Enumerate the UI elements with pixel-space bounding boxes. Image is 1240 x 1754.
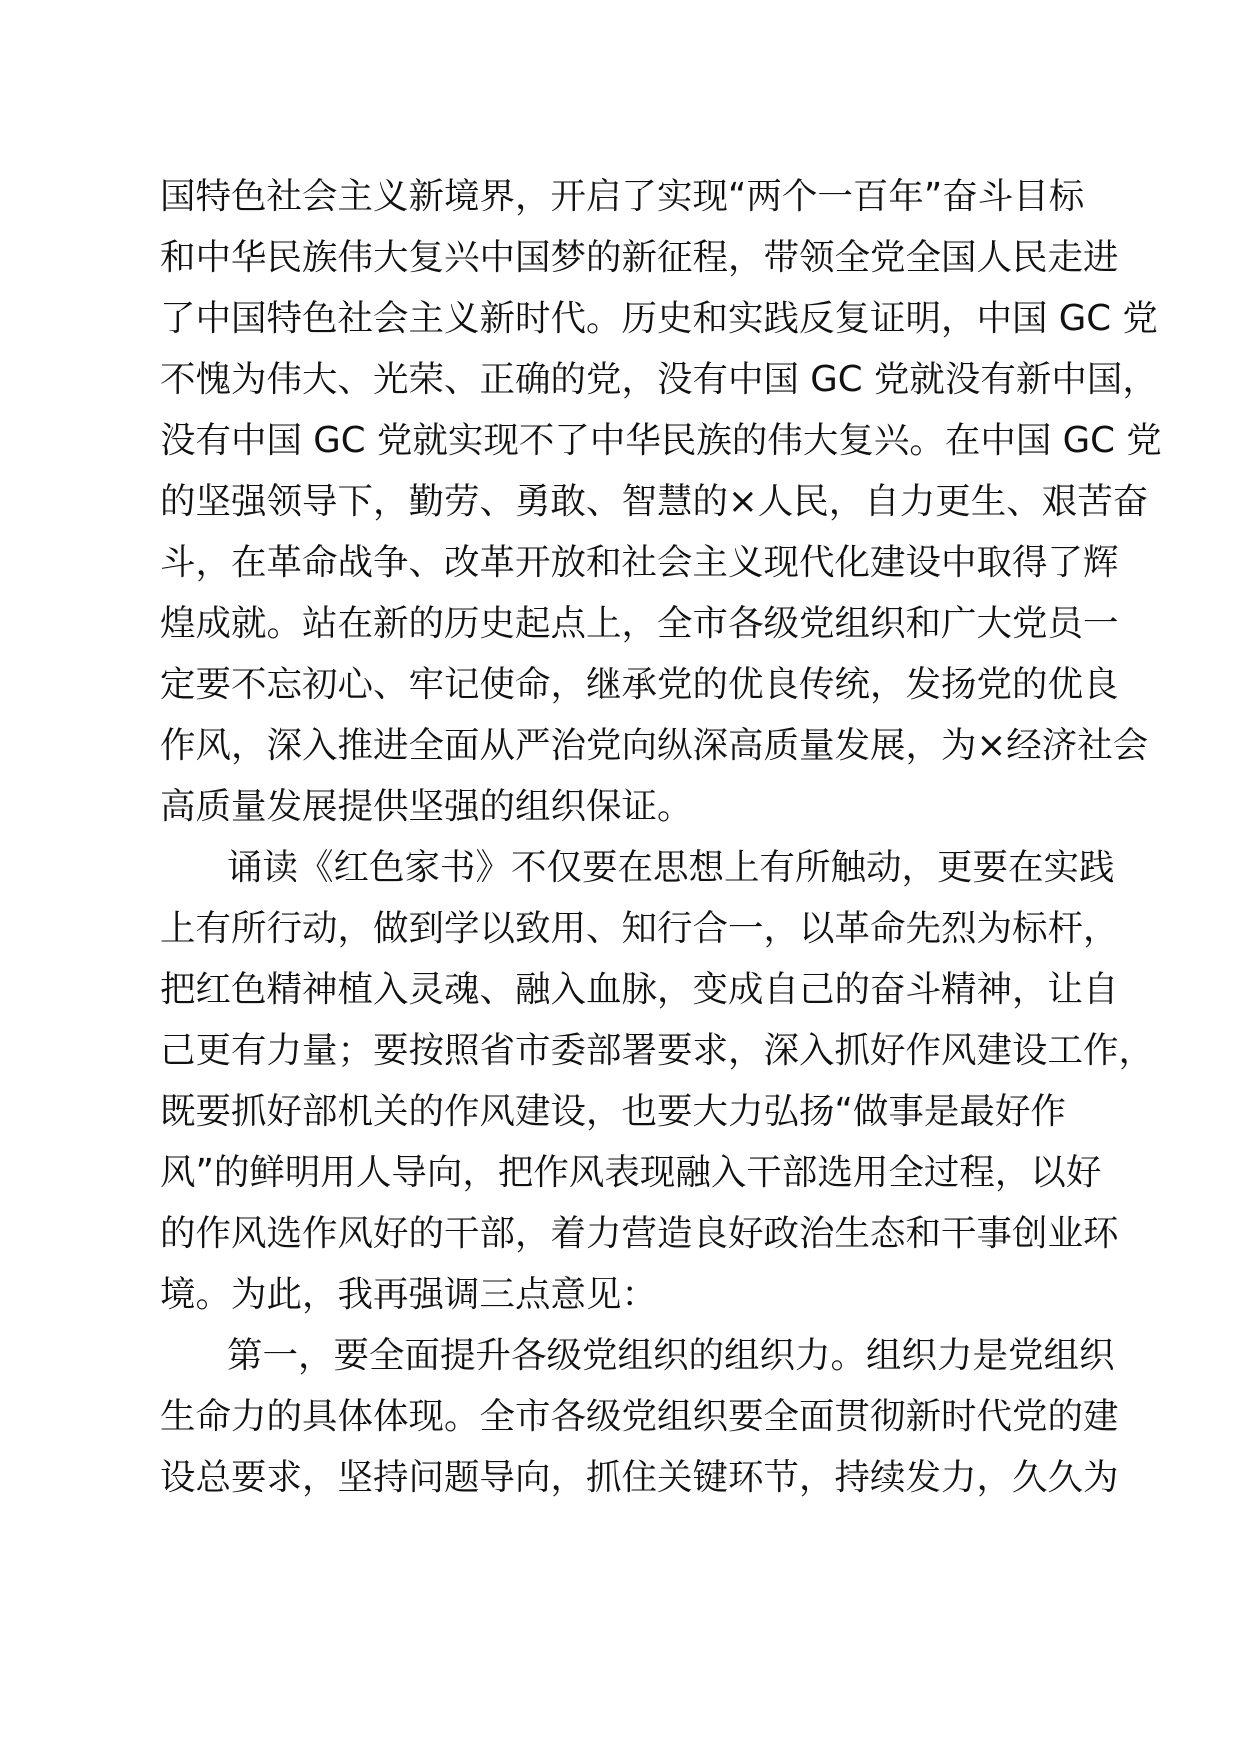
text-line: 的作风选作风好的干部，着力营造良好政治生态和干事创业环 (160, 1213, 1119, 1254)
text-line: 的坚强领导下，勤劳、勇敢、智慧的×人民，自力更生、艰苦奋 (160, 481, 1149, 522)
text-line: 高质量发展提供坚强的组织保证。 (160, 786, 693, 827)
text-line: 不愧为伟大、光荣、正确的党，没有中国 GC 党就没有新中国， (160, 359, 1158, 400)
paragraph-first-line: 第一，要全面提升各级党组织的组织力。组织力是党组织 (227, 1335, 1115, 1376)
text-line: 把红色精神植入灵魂、融入血脉，变成自己的奋斗精神，让自 (160, 969, 1119, 1010)
paragraph-first-line: 诵读《红色家书》不仅要在思想上有所触动，更要在实践 (227, 847, 1115, 888)
text-line: 风”的鲜明用人导向，把作风表现融入干部选用全过程，以好 (160, 1152, 1102, 1193)
text-line: 作风，深入推进全面从严治党向纵深高质量发展，为×经济社会 (160, 725, 1149, 766)
text-line: 没有中国 GC 党就实现不了中华民族的伟大复兴。在中国 GC 党 (160, 420, 1162, 461)
text-line: 己更有力量；要按照省市委部署要求，深入抓好作风建设工作， (160, 1030, 1155, 1071)
text-line: 设总要求，坚持问题导向，抓住关键环节，持续发力，久久为 (160, 1457, 1119, 1498)
text-line: 了中国特色社会主义新时代。历史和实践反复证明，中国 GC 党 (160, 298, 1158, 339)
text-line: 煌成就。站在新的历史起点上，全市各级党组织和广大党员一 (160, 603, 1119, 644)
text-line: 境。为此，我再强调三点意见： (160, 1274, 658, 1315)
text-line: 国特色社会主义新境界，开启了实现“两个一百年”奋斗目标 (160, 176, 1085, 217)
text-line: 斗，在革命战争、改革开放和社会主义现代化建设中取得了辉 (160, 542, 1119, 583)
text-line: 既要抓好部机关的作风建设，也要大力弘扬“做事是最好作 (160, 1091, 1066, 1132)
text-line: 生命力的具体体现。全市各级党组织要全面贯彻新时代党的建 (160, 1396, 1119, 1437)
text-line: 定要不忘初心、牢记使命，继承党的优良传统，发扬党的优良 (160, 664, 1119, 705)
text-line: 上有所行动，做到学以致用、知行合一，以革命先烈为标杆， (160, 908, 1119, 949)
text-line: 和中华民族伟大复兴中国梦的新征程，带领全党全国人民走进 (160, 237, 1119, 278)
